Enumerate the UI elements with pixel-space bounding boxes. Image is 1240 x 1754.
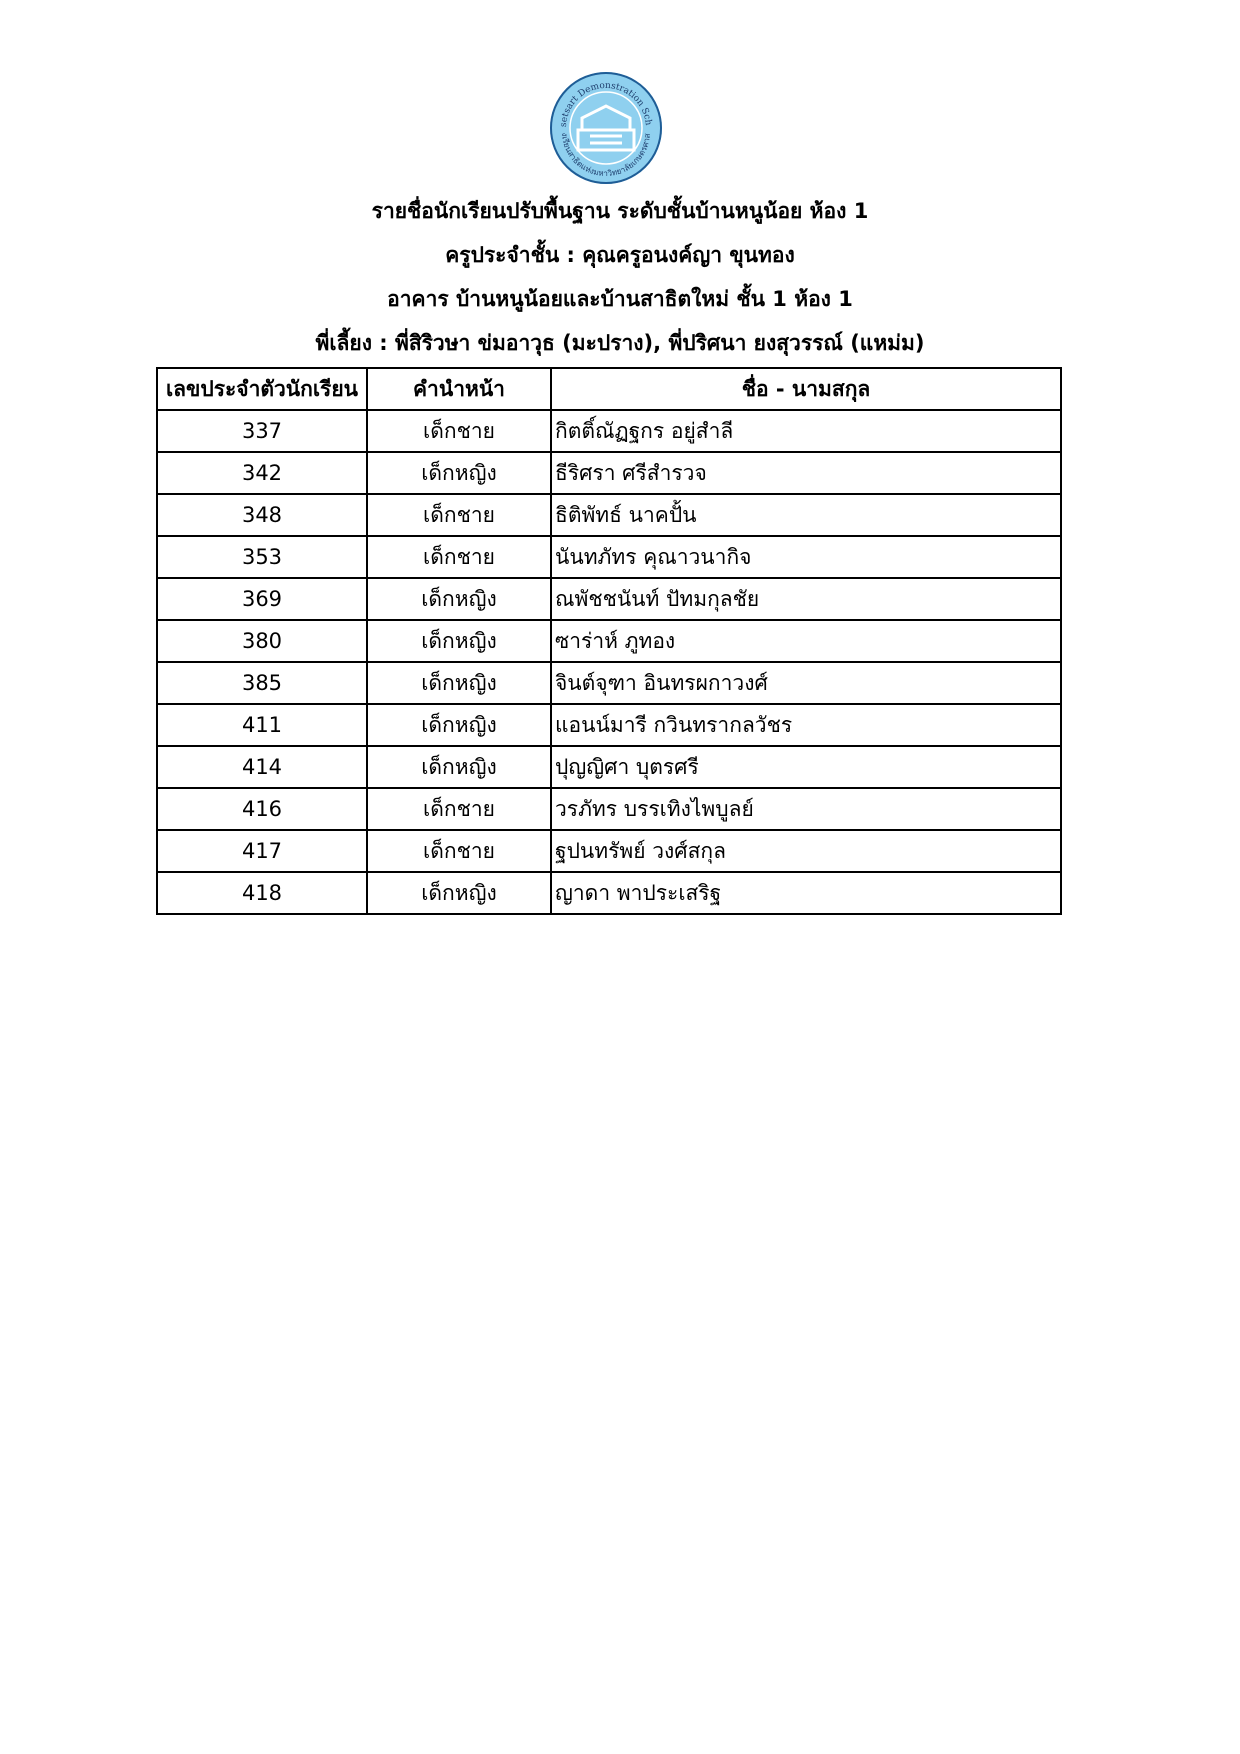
school-logo — [548, 70, 664, 186]
table-row — [157, 746, 1061, 788]
full-name-cell: ปุญญิศา บุตรศรี — [551, 746, 1061, 788]
seal-text-top: setsart Demonstration Sch — [558, 80, 653, 128]
column-header-full-name: ชื่อ - นามสกุล — [551, 368, 1061, 410]
student-id-cell: 380 — [157, 620, 367, 662]
caretakers: พี่เลี้ยง : พี่สิริวษา ข่มอาวุธ (มะปราง), พี่ปริศนา ยงสุวรรณ์ (แหม่ม) — [315, 331, 925, 355]
student-id-cell: 414 — [157, 746, 367, 788]
column-header-student-id: เลขประจำตัวนักเรียน — [157, 368, 367, 410]
student-id-cell: 416 — [157, 788, 367, 830]
document-title: รายชื่อนักเรียนปรับพื้นฐาน ระดับชั้นบ้านหนูน้อย ห้อง 1 — [371, 199, 869, 223]
full-name-cell: ญาดา พาประเสริฐ — [551, 872, 1061, 914]
school-house-seal-icon — [548, 70, 664, 186]
prefix-cell: เด็กหญิง — [367, 452, 551, 494]
prefix-cell: เด็กชาย — [367, 410, 551, 452]
table-row — [157, 410, 1061, 452]
full-name-cell: ฐปนทรัพย์ วงศ์สกุล — [551, 830, 1061, 872]
student-id-cell: 385 — [157, 662, 367, 704]
student-id-cell: 353 — [157, 536, 367, 578]
full-name-cell: วรภัทร บรรเทิงไพบูลย์ — [551, 788, 1061, 830]
student-id-cell: 337 — [157, 410, 367, 452]
student-id-cell: 411 — [157, 704, 367, 746]
student-id-cell: 369 — [157, 578, 367, 620]
table-row — [157, 872, 1061, 914]
prefix-cell: เด็กหญิง — [367, 872, 551, 914]
table-row — [157, 452, 1061, 494]
document-header — [140, 196, 1100, 372]
column-header-prefix: คำนำหน้า — [367, 368, 551, 410]
prefix-cell: เด็กชาย — [367, 536, 551, 578]
table-row — [157, 830, 1061, 872]
full-name-cell: จินต์จุฑา อินทรผกาวงศ์ — [551, 662, 1061, 704]
homeroom-teacher: ครูประจำชั้น : คุณครูอนงค์ญา ขุนทอง — [445, 243, 795, 267]
full-name-cell: ซาร่าห์ ภูทอง — [551, 620, 1061, 662]
prefix-cell: เด็กหญิง — [367, 662, 551, 704]
full-name-cell: แอนน์มารี กวินทรากลวัชร — [551, 704, 1061, 746]
table-row — [157, 788, 1061, 830]
full-name-cell: ธิติพัทธ์ นาคปั้น — [551, 494, 1061, 536]
full-name-cell: นันทภัทร คุณาวนากิจ — [551, 536, 1061, 578]
prefix-cell: เด็กชาย — [367, 830, 551, 872]
prefix-cell: เด็กหญิง — [367, 704, 551, 746]
student-id-cell: 418 — [157, 872, 367, 914]
student-id-cell: 342 — [157, 452, 367, 494]
prefix-cell: เด็กหญิง — [367, 620, 551, 662]
seal-text-bottom: งเรียนสาธิตแห่งมหาวิทยาลัยเกษตรศาส — [559, 132, 653, 179]
prefix-cell: เด็กหญิง — [367, 578, 551, 620]
prefix-cell: เด็กหญิง — [367, 746, 551, 788]
table-row — [157, 536, 1061, 578]
table-header-row — [157, 368, 1061, 410]
table-row — [157, 662, 1061, 704]
student-id-cell: 348 — [157, 494, 367, 536]
prefix-cell: เด็กชาย — [367, 788, 551, 830]
table-row — [157, 620, 1061, 662]
student-table — [156, 367, 1062, 915]
full-name-cell: ธีริศรา ศรีสำรวจ — [551, 452, 1061, 494]
building-room: อาคาร บ้านหนูน้อยและบ้านสาธิตใหม่ ชั้น 1 ห้อง 1 — [387, 287, 853, 311]
table-row — [157, 578, 1061, 620]
prefix-cell: เด็กชาย — [367, 494, 551, 536]
table-row — [157, 494, 1061, 536]
full-name-cell: กิตติ์ณัฏฐกร อยู่สำลี — [551, 410, 1061, 452]
table-row — [157, 704, 1061, 746]
student-id-cell: 417 — [157, 830, 367, 872]
full-name-cell: ณพัชชนันท์ ปัทมกุลชัย — [551, 578, 1061, 620]
